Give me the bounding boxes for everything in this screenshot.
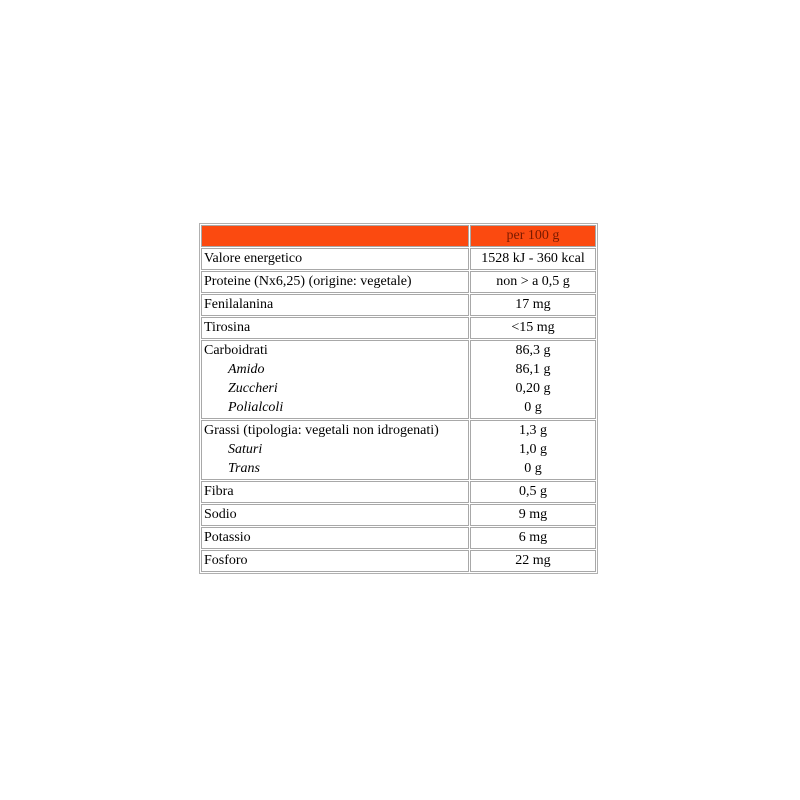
nutrient-value: 0,5 g: [470, 481, 596, 503]
sub-nutrient-value: 0,20 g: [515, 381, 551, 396]
table-row-grassi: [201, 420, 596, 480]
sub-nutrient-name: Zuccheri: [228, 381, 278, 396]
nutrient-name: Fenilalanina: [201, 294, 469, 316]
table-header-row: [201, 225, 596, 247]
table-row: [201, 294, 596, 316]
nutrient-name: Potassio: [201, 527, 469, 549]
nutrient-name: Carboidrati: [204, 343, 268, 358]
nutrient-value: 9 mg: [470, 504, 596, 526]
nutrient-value-group: [470, 420, 596, 480]
nutrient-name: Valore energetico: [201, 248, 469, 270]
sub-nutrient-value: 0 g: [524, 400, 542, 415]
nutrient-name: Grassi (tipologia: vegetali non idrogenati): [204, 423, 439, 438]
sub-nutrient-value: 0 g: [524, 461, 542, 476]
nutrient-name-group: [201, 340, 469, 419]
nutrient-name: Tirosina: [201, 317, 469, 339]
nutrient-value: 86,3 g: [515, 343, 551, 358]
nutrient-value: 1,3 g: [519, 423, 547, 438]
table-row: [201, 550, 596, 572]
sub-nutrient-name: Polialcoli: [228, 400, 284, 415]
sub-nutrient-value: 1,0 g: [519, 442, 547, 457]
table-row: [201, 481, 596, 503]
header-name-cell: [201, 225, 469, 247]
nutrient-name: Sodio: [201, 504, 469, 526]
table-row: [201, 271, 596, 293]
nutrient-value: 17 mg: [470, 294, 596, 316]
table-row: [201, 317, 596, 339]
table-row-carboidrati: [201, 340, 596, 419]
sub-nutrient-name: Saturi: [228, 442, 263, 457]
nutrient-name-group: [201, 420, 469, 480]
nutrient-name: Proteine (Nx6,25) (origine: vegetale): [201, 271, 469, 293]
sub-nutrient-value: 86,1 g: [515, 362, 551, 377]
table-row: [201, 248, 596, 270]
nutrition-table: [199, 223, 598, 574]
header-value-cell: per 100 g: [470, 225, 596, 247]
sub-nutrient-name: Amido: [228, 362, 265, 377]
table-row: [201, 527, 596, 549]
nutrient-value: non > a 0,5 g: [470, 271, 596, 293]
sub-nutrient-name: Trans: [228, 461, 260, 476]
nutrient-name: Fibra: [201, 481, 469, 503]
table-row: [201, 504, 596, 526]
nutrient-value: 22 mg: [470, 550, 596, 572]
nutrient-value: 1528 kJ - 360 kcal: [470, 248, 596, 270]
nutrient-name: Fosforo: [201, 550, 469, 572]
nutrient-value: <15 mg: [470, 317, 596, 339]
nutrient-value-group: [470, 340, 596, 419]
nutrient-value: 6 mg: [470, 527, 596, 549]
